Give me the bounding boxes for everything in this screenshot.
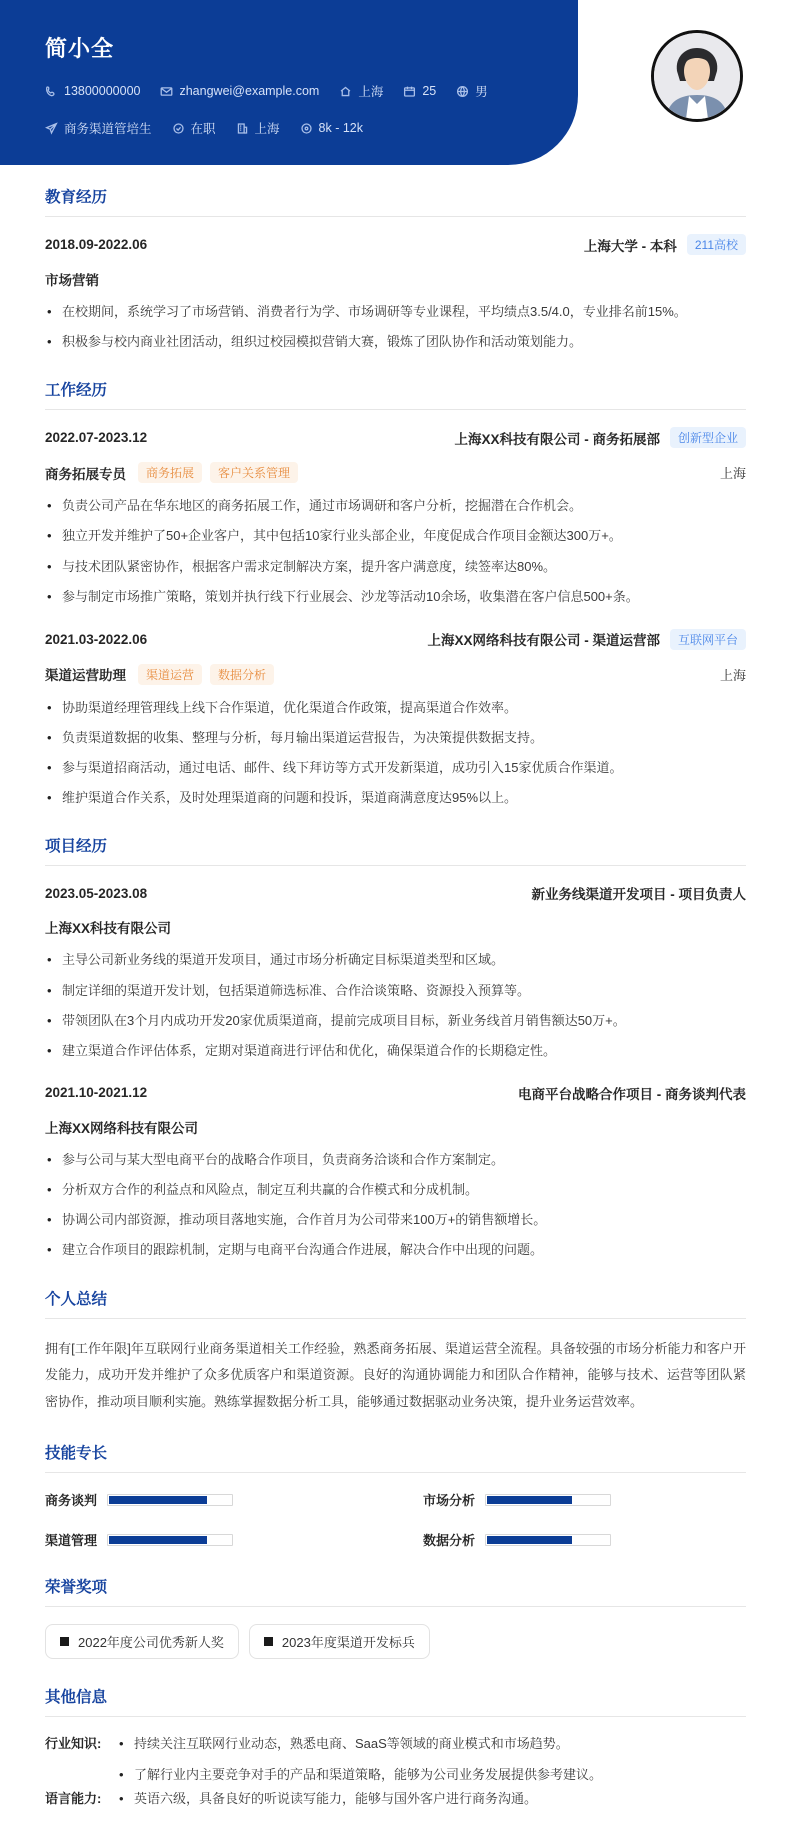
section-education [45,185,746,352]
bullet-item: • 维护渠道合作关系，及时处理渠道商的问题和投诉，渠道商满意度达95%以上。 [45,788,746,808]
education-bullets [45,302,746,352]
project-date: 2021.10-2021.12 [45,1085,148,1101]
section-title-education: 教育经历 [45,185,746,217]
contact-row-2 [45,119,578,137]
resume-header [0,0,794,165]
bullet-item: • 协助渠道经理管理线上线下合作渠道，优化渠道合作政策，提高渠道合作效率。 [45,698,746,718]
salary-icon [300,122,313,135]
salary-value: 8k - 12k [318,121,364,135]
work-company-badge: 创新型企业 [670,427,746,448]
bullet-item: • 带领团队在3个月内成功开发20家优质渠道商，提前完成项目目标，新业务线首月销售额达50万+。 [45,1011,746,1031]
bullet-item: • 协调公司内部资源，推动项目落地实施，合作首月为公司带来100万+的销售额增长。 [45,1210,746,1230]
skill-row [45,1530,368,1549]
skill-row [423,1530,746,1549]
job-status-item [172,119,216,137]
award-icon [264,1637,273,1646]
work-role: 商务拓展专员 [45,466,126,482]
work-bullets [45,698,746,809]
job-title-value: 商务渠道管培生 [64,122,152,136]
education-major: 市场营销 [45,273,99,288]
award-label: 2023年度渠道开发标兵 [281,1635,415,1651]
skill-bar [485,1494,611,1506]
awards-list [45,1624,746,1659]
skills-grid [45,1490,746,1549]
resume-content [0,165,794,1809]
education-date: 2018.09-2022.06 [45,237,148,252]
bullet-item: • 参与渠道招商活动，通过电话、邮件、线下拜访等方式开发新渠道，成功引入15家优质合作渠道。 [45,758,746,778]
gender-value: 男 [475,85,488,99]
work-role: 渠道运营助理 [45,668,126,684]
project-title: 电商平台战略合作项目 - 商务谈判代表 [518,1086,746,1102]
contact-row-1 [45,82,578,100]
bullet-item: • 负责公司产品在华东地区的商务拓展工作，通过市场调研和客户分析，挖掘潜在合作机会。 [45,496,746,516]
job-city-value: 上海 [254,122,280,136]
section-work [45,378,746,808]
section-title-skills: 技能专长 [45,1441,746,1473]
project-company: 上海XX网络科技有限公司 [45,1120,199,1136]
building-icon [236,122,249,135]
bullet-item: • 在校期间，系统学习了市场营销、消费者行为学、市场调研等专业课程，平均绩点3.5/4.0，专业排名前15%。 [45,302,746,322]
skill-bar-fill [109,1496,207,1504]
phone-value: 13800000000 [64,84,141,98]
other-group-label: 行业知识: [45,1736,102,1752]
age-value: 25 [422,84,437,98]
bullet-item: • 负责渠道数据的收集、整理与分析，每月输出渠道运营报告，为决策提供数据支持。 [45,728,746,748]
project-bullets [45,1150,746,1261]
job-city-item [236,119,280,137]
avatar-photo [654,33,740,119]
other-group-items [117,1789,746,1809]
other-group-language [45,1789,746,1809]
project-company: 上海XX科技有限公司 [45,921,172,937]
summary-text: 拥有[工作年限]年互联网行业商务渠道相关工作经验，熟悉商务拓展、渠道运营全流程。具备较强的市场分析能力和客户开发能力，成功开发并维护了众多优质客户和渠道资源。良好的沟通协调能力和团队合作精神，能够与技术、运营等团队紧密协作，推动项目顺利实施。熟练掌握数据分析工具，能够通过数据驱动业务决策，提升业务运营效率。 [45,1340,746,1409]
bullet-item: • 了解行业内主要竞争对手的产品和渠道策略，能够为公司业务发展提供参考建议。 [117,1765,746,1785]
work-date: 2022.07-2023.12 [45,430,148,446]
skill-name: 数据分析 [423,1533,476,1549]
skill-name: 商务谈判 [45,1493,98,1509]
section-skills [45,1441,746,1549]
award-chip [45,1624,239,1659]
bullet-item: • 与技术团队紧密协作，根据客户需求定制解决方案，提升客户满意度，续签率达80%。 [45,557,746,577]
section-summary [45,1287,746,1416]
skill-bar [485,1534,611,1546]
skill-bar-fill [487,1496,572,1504]
project-title: 新业务线渠道开发项目 - 项目负责人 [531,887,746,903]
section-title-work: 工作经历 [45,378,746,410]
bullet-item: • 英语六级，具备良好的听说读写能力，能够与国外客户进行商务沟通。 [117,1789,746,1809]
job-status-value: 在职 [190,122,216,136]
work-tag: 商务拓展 [138,462,202,483]
bullet-item: • 持续关注互联网行业动态，熟悉电商、SaaS等领域的商业模式和市场趋势。 [117,1734,746,1754]
avatar [651,30,743,122]
age-item [403,84,436,98]
award-label: 2022年度公司优秀新人奖 [78,1635,224,1651]
education-entry [45,234,746,352]
skill-bar-fill [487,1536,572,1544]
section-other [45,1685,746,1808]
gender-item [456,82,488,100]
header-banner [0,0,578,165]
work-tag: 渠道运营 [138,664,202,685]
email-value: zhangwei@example.com [179,84,320,98]
bullet-item: • 分析双方合作的利益点和风险点，制定互利共赢的合作模式和分成机制。 [45,1180,746,1200]
other-group-industry [45,1734,746,1784]
salary-item [300,121,363,135]
work-company-badge: 互联网平台 [670,629,746,650]
education-badge: 211高校 [687,234,746,255]
skill-name: 市场分析 [423,1493,476,1509]
bullet-item: • 建立合作项目的跟踪机制，定期与电商平台沟通合作进展，解决合作中出现的问题。 [45,1240,746,1260]
skill-name: 渠道管理 [45,1533,98,1549]
bullet-item: • 参与制定市场推广策略，策划并执行线下行业展会、沙龙等活动10余场，收集潜在客户信息500+条。 [45,587,746,607]
home-icon [339,85,352,98]
candidate-name: 简小全 [45,36,115,61]
project-entry-1 [45,883,746,1061]
bullet-item: • 制定详细的渠道开发计划，包括渠道筛选标准、合作洽谈策略、资源投入预算等。 [45,981,746,1001]
education-school: 上海大学 - 本科 [583,238,677,254]
send-icon [45,122,58,135]
bullet-item: • 独立开发并维护了50+企业客户，其中包括10家行业头部企业，年度促成合作项目金额达300万+。 [45,526,746,546]
globe-icon [456,85,469,98]
skill-row [423,1490,746,1509]
phone-item [45,84,140,98]
other-group-items [117,1734,746,1784]
calendar-icon [403,85,416,98]
work-date: 2021.03-2022.06 [45,631,148,647]
project-entry-2 [45,1083,746,1261]
work-entry-2 [45,629,746,809]
city-value: 上海 [358,85,384,99]
skill-bar [107,1534,233,1546]
city-item [339,82,383,100]
section-title-projects: 项目经历 [45,834,746,866]
work-company: 上海XX科技有限公司 - 商务拓展部 [454,431,660,447]
skill-bar-fill [109,1536,207,1544]
email-item [160,84,319,98]
section-projects [45,834,746,1260]
section-title-summary: 个人总结 [45,1287,746,1319]
work-tag: 数据分析 [210,664,274,685]
award-icon [60,1637,69,1646]
award-chip [249,1624,430,1659]
bullet-item: • 参与公司与某大型电商平台的战略合作项目，负责商务洽谈和合作方案制定。 [45,1150,746,1170]
bullet-item: • 积极参与校内商业社团活动，组织过校园模拟营销大赛，锻炼了团队协作和活动策划能力。 [45,332,746,352]
project-bullets [45,950,746,1061]
skill-row [45,1490,368,1509]
job-title-item [45,119,152,137]
work-entry-1 [45,427,746,607]
section-title-other: 其他信息 [45,1685,746,1717]
skill-bar [107,1494,233,1506]
status-icon [172,122,185,135]
project-date: 2023.05-2023.08 [45,885,148,901]
other-group-label: 语言能力: [45,1790,102,1806]
bullet-item: • 主导公司新业务线的渠道开发项目，通过市场分析确定目标渠道类型和区域。 [45,950,746,970]
phone-icon [45,85,58,98]
work-tag: 客户关系管理 [210,462,298,483]
work-company: 上海XX网络科技有限公司 - 渠道运营部 [427,633,660,649]
bullet-item: • 建立渠道合作评估体系，定期对渠道商进行评估和优化，确保渠道合作的长期稳定性。 [45,1041,746,1061]
work-location: 上海 [719,667,746,683]
section-awards [45,1575,746,1659]
section-title-awards: 荣誉奖项 [45,1575,746,1607]
mail-icon [160,85,173,98]
work-bullets [45,496,746,607]
work-location: 上海 [719,466,746,482]
